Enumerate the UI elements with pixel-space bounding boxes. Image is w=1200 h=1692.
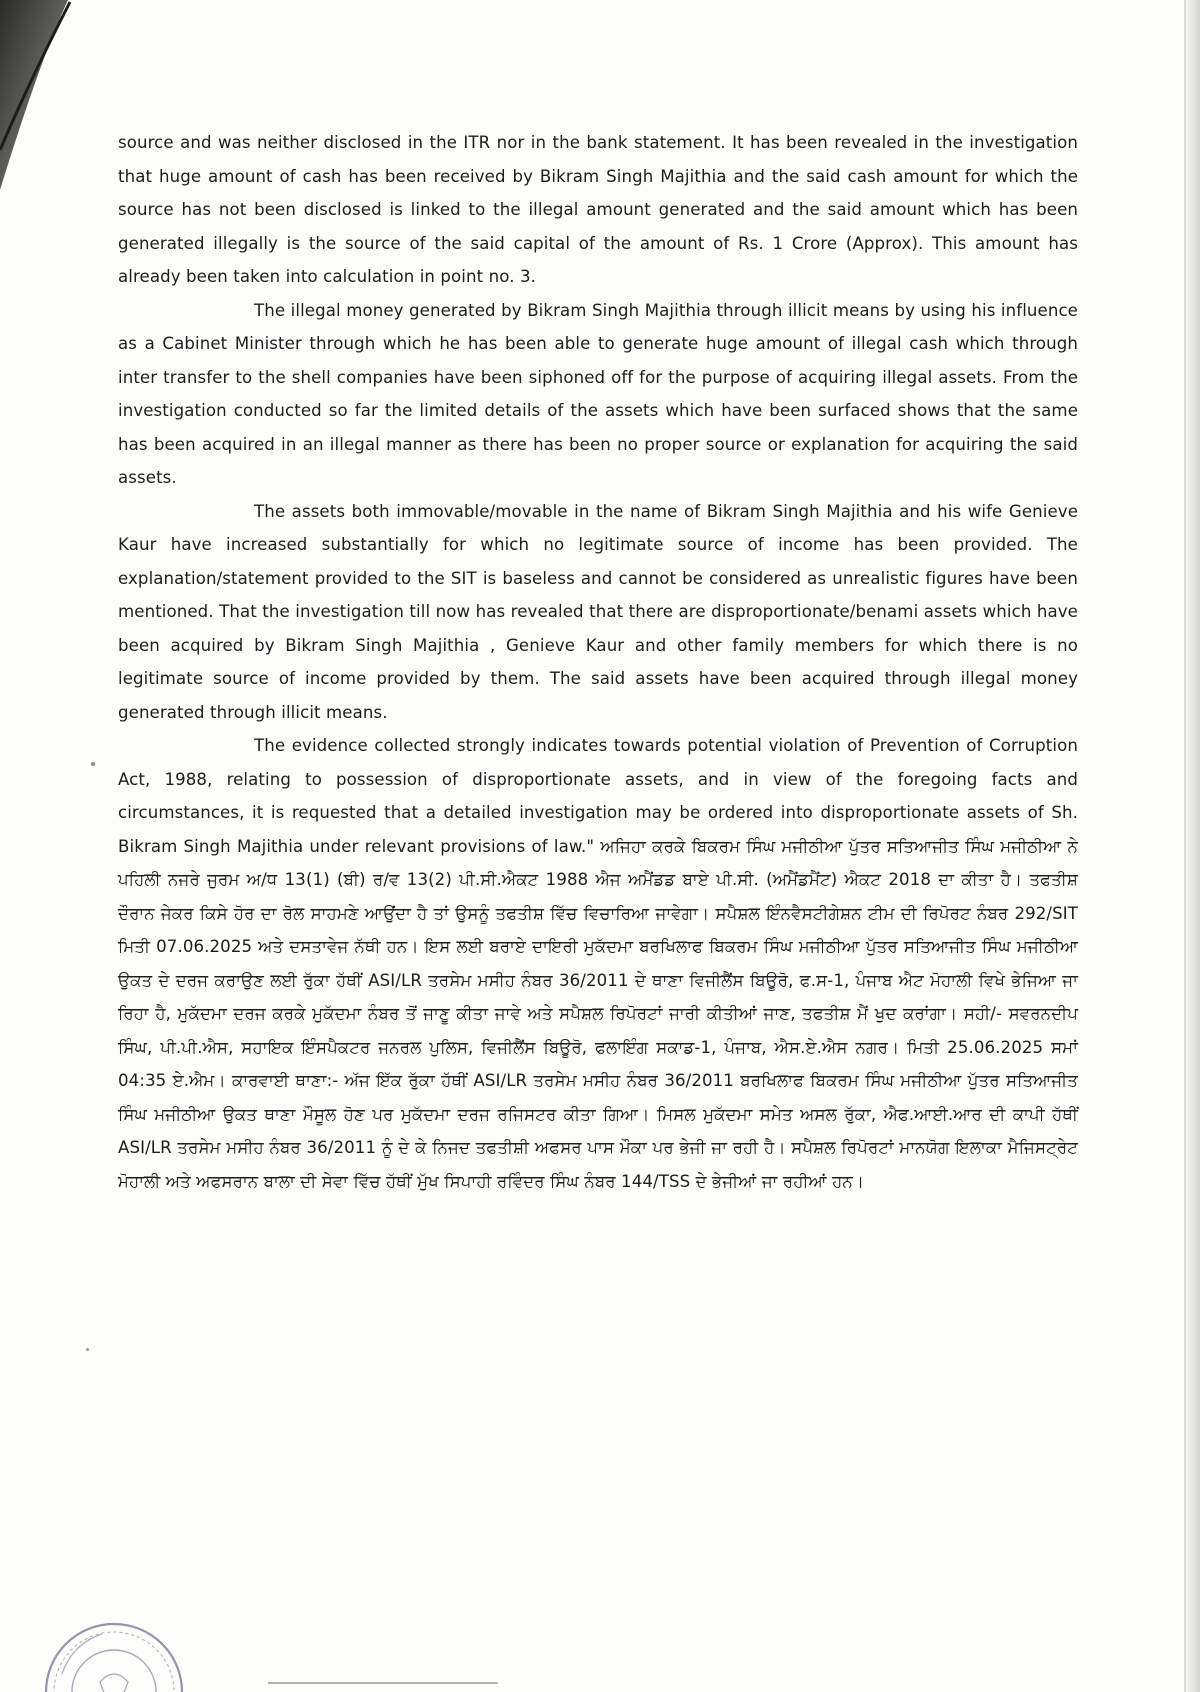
paragraph-evidence-and-fir: The evidence collected strongly indicates towards potential violation of Prevention of Corruption Act, 1988, relating to possession of disproportionate assets, and in view of the foregoing facts and circumstances, it is requested that a detailed investigation may be ordered into disproportionate assets of Sh. Bikram Singh Majithia under relevant provisions of law." ਅਜਿਹਾ ਕਰਕੇ ਬਿਕਰਮ ਸਿੰਘ ਮਜੀਠੀਆ ਪੁੱਤਰ ਸਤਿਆਜੀਤ ਸਿੰਘ ਮਜੀਠੀਆ ਨੇ ਪਹਿਲੀ ਨਜਰੇ ਜੁਰਮ ਅ/ਧ 13(1) (ਬੀ) ਰ/ਵ 13(2) ਪੀ.ਸੀ.ਐਕਟ 1988 ਐਜ ਅਮੈਂਡਡ ਬਾਏ ਪੀ.ਸੀ. (ਅਮੈਂਡਮੈਂਟ) ਐਕਟ 2018 ਦਾ ਕੀਤਾ ਹੈ। ਤਫਤੀਸ਼ ਦੌਰਾਨ ਜੇਕਰ ਕਿਸੇ ਹੋਰ ਦਾ ਰੋਲ ਸਾਹਮਣੇ ਆਉਂਦਾ ਹੈ ਤਾਂ ਉਸਨੂੰ ਤਫਤੀਸ਼ ਵਿੱਚ ਵਿਚਾਰਿਆ ਜਾਵੇਗਾ। ਸਪੈਸ਼ਲ ਇੰਨਵੈਸਟੀਗੇਸ਼ਨ ਟੀਮ ਦੀ ਰਿਪੋਰਟ ਨੰਬਰ 292/SIT ਮਿਤੀ 07.06.2025 ਅਤੇ ਦਸਤਾਵੇਜ ਨੱਥੀ ਹਨ। ਇਸ ਲਈ ਬਰਾਏ ਦਾਇਰੀ ਮੁਕੱਦਮਾ ਬਰਖਿਲਾਫ ਬਿਕਰਮ ਸਿੰਘ ਮਜੀਠੀਆ ਪੁੱਤਰ ਸਤਿਆਜੀਤ ਸਿੰਘ ਮਜੀਠੀਆ ਉਕਤ ਦੇ ਦਰਜ ਕਰਾਉਣ ਲਈ ਰੁੱਕਾ ਹੱਥੀਂ ASI/LR ਤਰਸੇਮ ਮਸੀਹ ਨੰਬਰ 36/2011 ਦੇ ਥਾਣਾ ਵਿਜੀਲੈਂਸ ਬਿਊਰੋ, ਫ.ਸ-1, ਪੰਜਾਬ ਐਟ ਮੋਹਾਲੀ ਵਿਖੇ ਭੇਜਿਆ ਜਾ ਰਿਹਾ ਹੈ, ਮੁਕੱਦਮਾ ਦਰਜ ਕਰਕੇ ਮੁਕੱਦਮਾ ਨੰਬਰ ਤੋਂ ਜਾਣੂ ਕੀਤਾ ਜਾਵੇ ਅਤੇ ਸਪੈਸ਼ਲ ਰਿਪੋਰਟਾਂ ਜਾਰੀ ਕੀਤੀਆਂ ਜਾਣ, ਤਫਤੀਸ਼ ਮੈਂ ਖੁਦ ਕਰਾਂਗਾ। ਸਹੀ/- ਸਵਰਨਦੀਪ ਸਿੰਘ, ਪੀ.ਪੀ.ਐਸ, ਸਹਾਇਕ ਇੰਸਪੈਕਟਰ ਜਨਰਲ ਪੁਲਿਸ, ਵਿਜੀਲੈਂਸ ਬਿਊਰੋ, ਫਲਾਇੰਗ ਸਕਾਡ-1, ਪੰਜਾਬ, ਐਸ.ਏ.ਐਸ ਨਗਰ। ਮਿਤੀ 25.06.2025 ਸਮਾਂ 04:35 ਏ.ਐਮ। ਕਾਰਵਾਈ ਥਾਣਾ:- ਅੱਜ ਇੱਕ ਰੁੱਕਾ ਹੱਥੀਂ ASI/LR ਤਰਸੇਮ ਮਸੀਹ ਨੰਬਰ 36/2011 ਬਰਖਿਲਾਫ ਬਿਕਰਮ ਸਿੰਘ ਮਜੀਠੀਆ ਪੁੱਤਰ ਸਤਿਆਜੀਤ ਸਿੰਘ ਮਜੀਠੀਆ ਉਕਤ ਥਾਣਾ ਮੌਸੂਲ ਹੋਣ ਪਰ ਮੁਕੱਦਮਾ ਦਰਜ ਰਜਿਸਟਰ ਕੀਤਾ ਗਿਆ। ਮਿਸਲ ਮੁਕੱਦਮਾ ਸਮੇਤ ਅਸਲ ਰੁੱਕਾ, ਐਫ.ਆਈ.ਆਰ ਦੀ ਕਾਪੀ ਹੱਥੀਂ ASI/LR ਤਰਸੇਮ ਮਸੀਹ ਨੰਬਰ 36/2011 ਨੂੰ ਦੇ ਕੇ ਨਿਜਦ ਤਫਤੀਸ਼ੀ ਅਫਸਰ ਪਾਸ ਮੌਕਾ ਪਰ ਭੇਜੀ ਜਾ ਰਹੀ ਹੈ। ਸਪੈਸ਼ਲ ਰਿਪੋਰਟਾਂ ਮਾਨਯੋਗ ਇਲਾਕਾ ਮੈਜਿਸਟ੍ਰੇਟ ਮੋਹਾਲੀ ਅਤੇ ਅਫਸਰਾਨ ਬਾਲਾ ਦੀ ਸੇਵਾ ਵਿੱਚ ਹੱਥੀਂ ਮੁੱਖ ਸਿਪਾਹੀ ਰਵਿੰਦਰ ਸਿੰਘ ਨੰਬਰ 144/TSS ਦੇ ਭੇਜੀਆਂ ਜਾ ਰਹੀਆਂ ਹਨ।	[118, 736, 1078, 1191]
paragraph-assets: The assets both immovable/movable in the name of Bikram Singh Majithia and his wife Genieve Kaur have increased substantially for which no legitimate source of income has been provided. The explanation/statement provided to the SIT is baseless and cannot be considered as unrealistic figures have been mentioned. That the investigation till now has revealed that there are disproportionate/benami assets which have been acquired by Bikram Singh Majithia , Genieve Kaur and other family members for which there is no legitimate source of income provided by them. The said assets have been acquired through illegal money generated through illicit means.	[118, 501, 1078, 722]
scan-edge-shadow	[1186, 0, 1200, 1692]
paragraph-source-of-cash: source and was neither disclosed in the ITR nor in the bank statement. It has been revealed in the investigation that huge amount of cash has been received by Bikram Singh Majithia and the said cash amount for which the source has not been disclosed is linked to the illegal amount generated and the said amount which has been generated illegally is the source of the said capital of the amount of Rs. 1 Crore (Approx). This amount has already been taken into calculation in point no. 3.	[118, 133, 1078, 286]
document-body	[118, 126, 1078, 1198]
paragraph-illegal-money: The illegal money generated by Bikram Singh Majithia through illicit means by using his influence as a Cabinet Minister through which he has been able to generate huge amount of illegal cash which through inter transfer to the shell companies have been siphoned off for the purpose of acquiring illegal assets. From the investigation conducted so far the limited details of the assets which have been surfaced shows that the same has been acquired in an illegal manner as there has been no proper source or explanation for acquiring the said assets.	[118, 300, 1078, 487]
scan-speck	[86, 1348, 89, 1351]
official-seal-stamp	[40, 1618, 188, 1692]
footer-rule	[268, 1682, 498, 1684]
scan-speck	[91, 762, 95, 766]
page-corner-fold	[0, 0, 110, 200]
